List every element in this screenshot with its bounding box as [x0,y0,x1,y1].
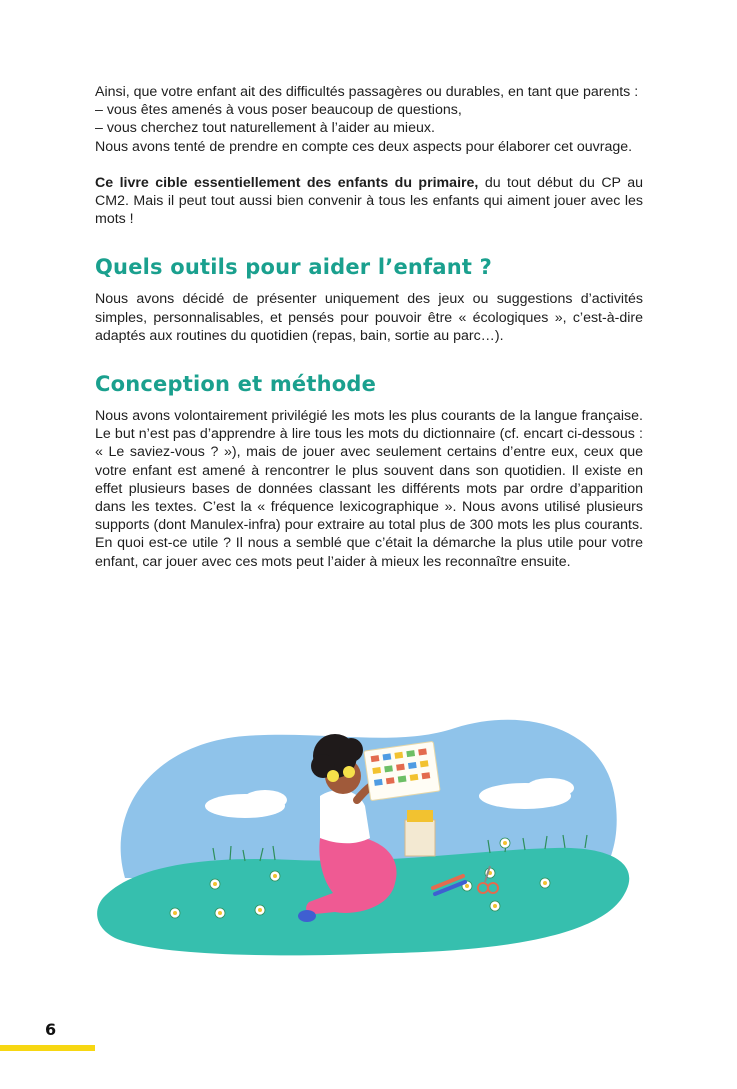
intro-conclusion: Nous avons tenté de prendre en compte ces deux aspects pour élaborer cet ouvrage. [95,138,633,155]
page-number: 6 [45,1020,57,1039]
page-text [95,83,643,571]
child-reading-illustration [95,688,643,1000]
list-item: – vous êtes amenés à vous poser beaucoup de questions, [95,102,462,119]
target-rest: du tout début du CP au CM2. Mais il peut tout aussi bien convenir à tous les enfants qui aiment jouer avec les mots ! [95,174,643,228]
tools-paragraph: Nous avons décidé de présenter uniquement des jeux ou suggestions d’activités simples, personnalisables, et pensés pour pouvoir être « écologiques », c’est-à-dire adaptés aux routines du quotidien (repas, bain, sortie au parc…). [95,291,643,344]
target-bold: Ce livre cible essentiellement des enfants du primaire, [95,174,479,191]
method-paragraph: Nous avons volontairement privilégié les mots les plus courants de la langue française. Le but n’est pas d’apprendre à lire tous les mots du dictionnaire (cf. encart ci-dessous : « Le saviez-vous ? »), mais de jouer avec seulement certains d’entre eux, ceux que votre enfant est amené à rencontrer le plus souvent dans son quotidien. Il existe en effet plusieurs bases de données classant les différents mots par ordre d’apparition dans les textes. C’est la « fréquence lexicographique ». Nous avons utilisé plusieurs supports (dont Manulex-infra) pour extraire au total plus de 300 mots les plus courants. En quoi est-ce utile ? Il nous a semblé que c’était la démarche la plus utile pour votre enfant, car jouer avec ces mots peut l’aider à mieux les reconnaître ensuite. [95,408,643,570]
card-box [405,820,435,856]
target-paragraph [95,174,643,229]
intro-line: Ainsi, que votre enfant ait des difficultés passagères ou durables, en tant que parents : [95,84,639,100]
sunglasses-icon [327,770,339,782]
list-item: – vous cherchez tout naturellement à l’aider au mieux. [95,120,435,137]
section-heading-tools: Quels outils pour aider l’enfant ? [95,255,493,280]
intro-paragraph [95,83,643,101]
shoe [298,910,316,922]
accent-bar [0,1045,95,1051]
section-heading-method: Conception et méthode [95,372,377,397]
intro-list [95,101,643,137]
